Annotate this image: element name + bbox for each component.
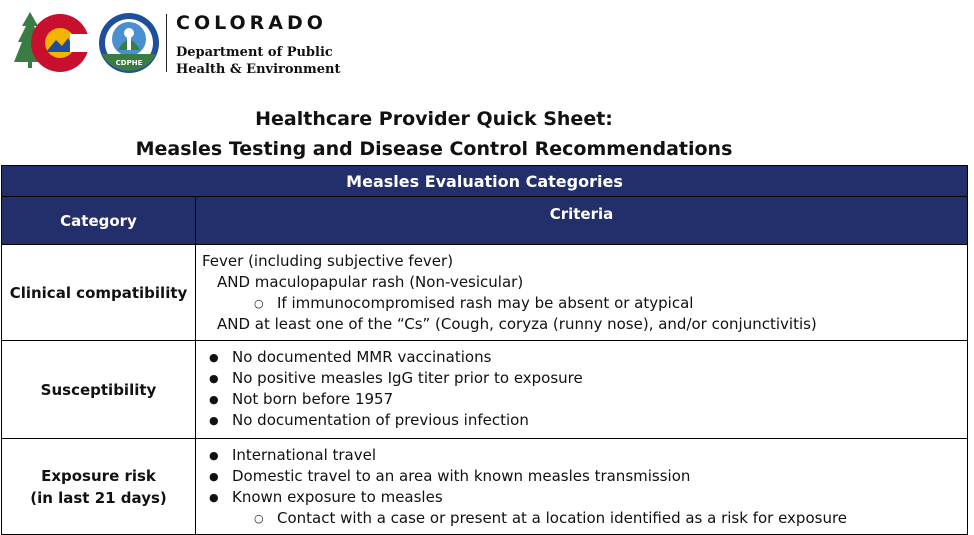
dept-line-1: Department of Public <box>176 45 333 60</box>
dept-line-2: Health & Environment <box>176 62 341 77</box>
criteria-line: Fever (including subjective fever) <box>202 252 454 270</box>
list-item: ● Domestic travel to an area with known measles transmission <box>202 466 961 487</box>
column-header-category: Category <box>2 197 196 245</box>
criteria-exposure-risk <box>196 439 968 535</box>
list-item: ● No documented MMR vaccinations <box>202 347 961 368</box>
category-susceptibility: Susceptibility <box>2 341 196 439</box>
criteria-subitem: ○ If immunocompromised rash may be absent or atypical <box>202 293 961 314</box>
title-line-1: Healthcare Provider Quick Sheet: <box>255 108 613 130</box>
category-exposure-risk <box>2 439 196 535</box>
table-banner: Measles Evaluation Categories <box>2 166 968 197</box>
page-title <box>0 104 868 164</box>
criteria-subitem: ○ Contact with a case or present at a location identified as a risk for exposure <box>202 508 961 529</box>
measles-evaluation-table <box>1 165 968 535</box>
table-row <box>2 439 968 535</box>
department-name <box>176 44 340 78</box>
list-item: ● Not born before 1957 <box>202 389 961 410</box>
criteria-clinical-compatibility <box>196 245 968 341</box>
category-line-2: (in last 21 days) <box>30 488 167 507</box>
criteria-susceptibility <box>196 341 968 439</box>
list-item: ● International travel <box>202 445 961 466</box>
seal-label: CDPHE <box>115 59 143 67</box>
state-name: COLORADO <box>176 12 327 34</box>
title-line-2: Measles Testing and Disease Control Recommendations <box>135 138 733 160</box>
criteria-line: AND maculopapular rash (Non-vesicular) <box>217 273 524 291</box>
list-item: ● No positive measles IgG titer prior to exposure <box>202 368 961 389</box>
cdphe-logo <box>8 6 368 77</box>
table-row <box>2 245 968 341</box>
logo-divider <box>166 14 167 72</box>
criteria-line: AND at least one of the “Cs” (Cough, coryza (runny nose), and/or conjunctivitis) <box>217 315 817 333</box>
table-row <box>2 341 968 439</box>
list-item: ● No documentation of previous infection <box>202 410 961 431</box>
list-item: ● Known exposure to measles <box>202 487 961 508</box>
column-header-criteria: Criteria <box>196 197 968 245</box>
category-line-1: Exposure risk <box>41 466 156 485</box>
category-clinical-compatibility: Clinical compatibility <box>2 245 196 341</box>
colorado-c-logo-icon <box>8 12 90 74</box>
